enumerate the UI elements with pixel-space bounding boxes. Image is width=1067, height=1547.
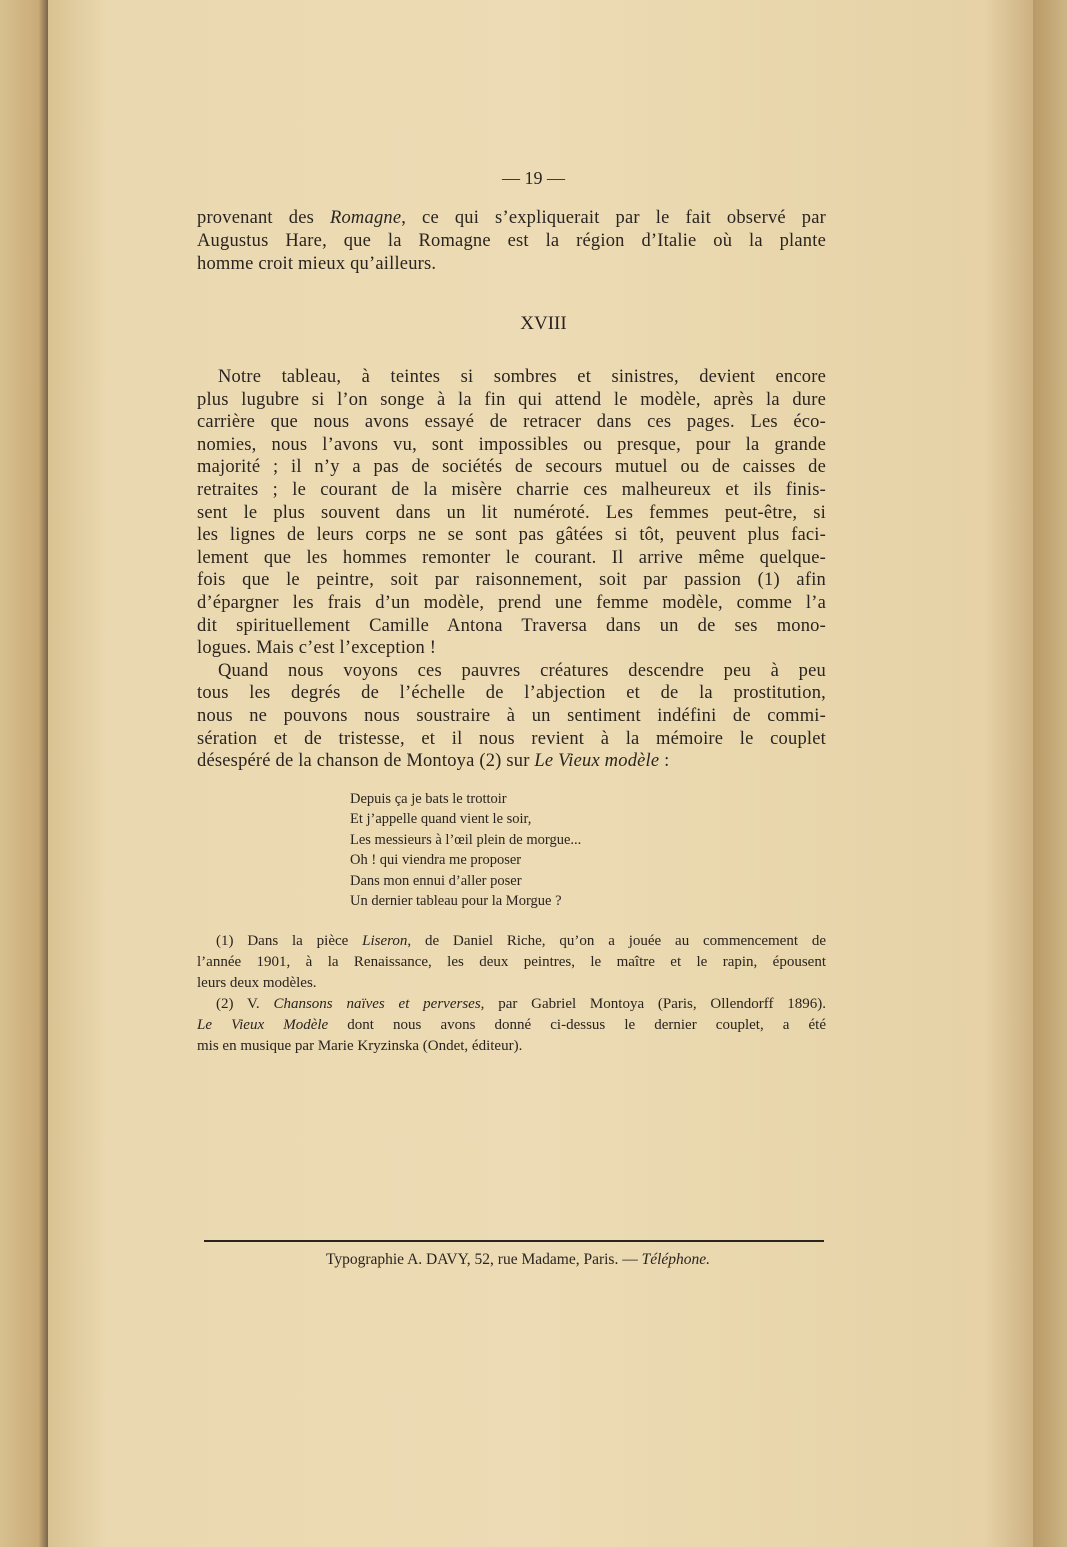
text-line — [197, 457, 826, 478]
verse-line: Et j’appelle quand vient le soir, — [350, 811, 532, 828]
text-line — [197, 390, 826, 411]
page-number: — 19 — — [502, 168, 565, 188]
text-segment: sent le plus souvent dans un lit numéroté. Les femmes peut-être, si — [197, 502, 826, 523]
text-segment: logues. Mais c’est l’exception ! — [197, 638, 437, 659]
verse-line: Un dernier tableau pour la Morgue ? — [350, 893, 562, 909]
text-segment: plus lugubre si l’on songe à la fin qui attend le modèle, après la dure — [197, 389, 826, 410]
text-segment: , ce qui s’expliquerait par le fait observé par — [401, 208, 826, 228]
section-heading: XVIII — [520, 313, 567, 334]
text-segment: homme croit mieux qu’ailleurs. — [197, 254, 437, 274]
text-segment: dit spirituellement Camille Antona Traversa dans un de ses mono- — [197, 615, 826, 636]
text-segment: l’année 1901, à la Renaissance, les deux peintres, le maître et le rapin, épousent — [197, 954, 826, 970]
footer-rule — [204, 1240, 824, 1242]
text-segment: carrière que nous avons essayé de retracer dans ces pages. Les éco- — [197, 412, 826, 433]
text-line — [197, 254, 826, 275]
text-segment: Augustus Hare, que la Romagne est la région d’Italie où la plante — [197, 231, 826, 251]
text-segment: désespéré de la chanson de Montoya (2) sur — [197, 751, 535, 772]
text-segment: sération et de tristesse, et il nous revient à la mémoire le couplet — [197, 728, 826, 749]
text-line — [197, 435, 826, 456]
text-segment: dont nous avons donné ci-dessus le dernier couplet, a été — [328, 1017, 826, 1033]
text-line — [197, 570, 826, 591]
text-segment: lement que les hommes remonter le courant. Il arrive même quelque- — [197, 547, 826, 568]
italic-text: Le Vieux modèle — [534, 751, 660, 772]
text-segment: Quand nous voyons ces pauvres créatures descendre peu à peu — [218, 660, 826, 681]
imprint-telephone: Téléphone. — [641, 1251, 711, 1268]
text-segment: nomies, nous l’avons vu, sont impossibles ou presque, pour la grande — [197, 434, 826, 455]
text-segment: : — [659, 751, 670, 772]
text-segment: leurs deux modèles. — [197, 975, 317, 991]
text-segment: , de Daniel Riche, qu’on a jouée au commencement de — [407, 933, 826, 949]
text-line — [197, 616, 826, 637]
text-segment: nous ne pouvons nous soustraire à un sentiment indéfini de commi- — [197, 706, 826, 726]
text-line — [197, 503, 826, 524]
printer-imprint — [0, 1251, 1036, 1269]
text-line — [197, 231, 826, 252]
text-line — [197, 412, 826, 433]
italic-text: Chansons naïves et perverses — [273, 996, 481, 1012]
text-segment: , par Gabriel Montoya (Paris, Ollendorff 1896). — [480, 996, 827, 1012]
verse-line: Les messieurs à l’œil plein de morgue... — [350, 831, 582, 848]
text-line — [197, 706, 826, 727]
text-segment: mis en musique par Marie Kryzinska (Ondet, éditeur). — [197, 1038, 523, 1054]
text-line — [197, 975, 826, 992]
text-line — [197, 208, 826, 229]
text-line — [197, 1017, 826, 1034]
text-line — [218, 367, 826, 388]
text-segment: Notre tableau, à teintes si sombres et sinistres, devient encore — [218, 367, 826, 387]
text-line — [197, 638, 826, 659]
text-segment: fois que le peintre, soit par raisonnement, soit par passion (1) afin — [197, 570, 826, 591]
text-segment: retraites ; le courant de la misère charrie ces malheureux et ils finis- — [197, 480, 826, 500]
text-segment: (1) Dans la pièce — [216, 933, 363, 949]
imprint-text: Typographie A. DAVY, 52, rue Madame, Paris. — — [325, 1251, 642, 1268]
text-segment: (2) V. — [216, 996, 274, 1012]
text-line — [197, 751, 826, 772]
text-line — [197, 525, 826, 546]
text-line — [197, 593, 826, 614]
text-line — [218, 661, 826, 682]
verse-line: Oh ! qui viendra me proposer — [350, 852, 522, 869]
text-line — [216, 933, 826, 950]
verse-line: Depuis ça je bats le trottoir — [350, 791, 507, 807]
text-segment: les lignes de leurs corps ne se sont pas gâtées si tôt, peuvent plus faci- — [197, 525, 826, 546]
verse-line: Dans mon ennui d’aller poser — [350, 872, 522, 889]
text-line — [197, 480, 826, 501]
text-segment: majorité ; il n’y a pas de sociétés de secours mutuel ou de caisses de — [197, 457, 826, 478]
italic-text: Le Vieux Modèle — [197, 1017, 329, 1033]
italic-text: Romagne — [329, 208, 402, 228]
text-segment: provenant des — [197, 208, 330, 228]
text-line — [197, 729, 826, 750]
page-edge — [1033, 0, 1067, 1547]
page-binding — [0, 0, 48, 1547]
italic-text: Liseron — [362, 933, 408, 949]
text-segment: d’épargner les frais d’un modèle, prend une femme modèle, comme l’a — [197, 593, 826, 613]
text-line — [197, 683, 826, 704]
text-line — [197, 954, 826, 971]
text-segment: tous les degrés de l’échelle de l’abjection et de la prostitution, — [197, 683, 826, 704]
text-line — [197, 548, 826, 569]
text-line — [216, 996, 826, 1013]
text-line — [197, 1038, 826, 1055]
